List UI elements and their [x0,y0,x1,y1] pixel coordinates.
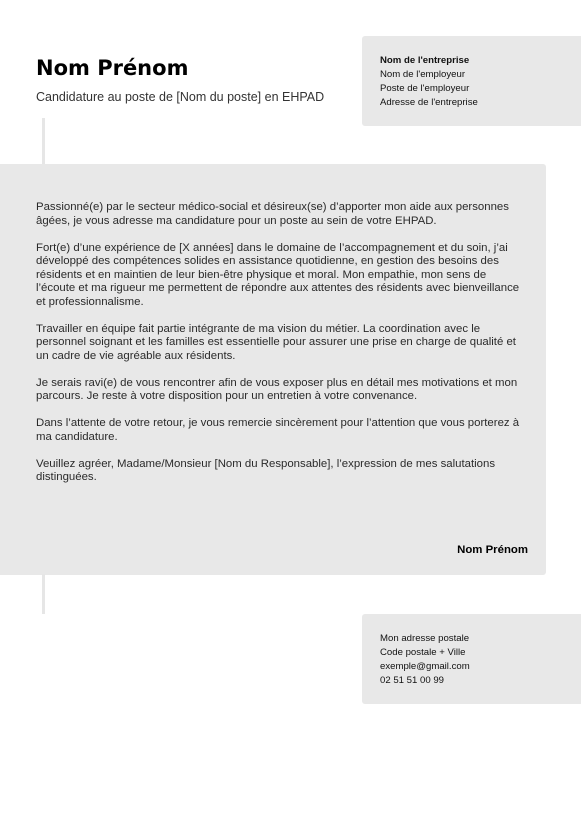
letter-paragraph-2: Fort(e) d’une expérience de [X années] dans le domaine de l’accompagnement et du soin, j’ai développé des compétences solides en assistance quotidienne, en gestion des besoins des résidents et en maintien de leur bien-être physique et moral. Mon empathie, mon sens de l’écoute et ma rigueur me permettent de répondre aux attentes des résidents avec bienveillance et professionnalisme. [36,241,520,308]
sender-address: Mon adresse postale [380,633,470,644]
letter-paragraph-1: Passionné(e) par le secteur médico-social et désireux(se) d’apporter mon aide aux personnes âgées, je vous adresse ma candidature pour un poste au sein de votre EHPAD. [36,201,509,227]
employer-name: Nom de l'employeur [380,69,466,80]
candidate-name: Nom Prénom [36,56,189,80]
employer-position: Poste de l'employeur [380,83,470,94]
letter-paragraph-6: Veuillez agréer, Madame/Monsieur [Nom du Responsable], l’expression de mes salutations distinguées. [36,457,496,483]
sender-postal-code: Code postale + Ville [380,647,466,658]
letter-paragraph-5: Dans l’attente de votre retour, je vous remercie sincèrement pour l’attention que vous porterez à ma candidature. [36,417,520,443]
decorative-line-top [42,118,45,164]
sender-phone: 02 51 51 00 99 [380,675,445,686]
decorative-line-bottom [42,574,45,614]
application-subtitle: Candidature au poste de [Nom du poste] en EHPAD [36,90,325,104]
company-name: Nom de l'entreprise [380,55,470,66]
letter-paragraph-4: Je serais ravi(e) de vous rencontrer afin de vous exposer plus en détail mes motivations et mon parcours. Je reste à votre disposition pour un entretien à votre convenance. [36,376,518,402]
letter-paragraph-3: Travailler en équipe fait partie intégrante de ma vision du métier. La coordination avec le personnel soignant et les familles est essentielle pour assurer une prise en charge de qualité et un cadre de vie agréable aux résidents. [36,322,516,362]
sender-block [362,614,581,704]
letter-signature: Nom Prénom [457,544,528,556]
recipient-block [362,36,581,126]
sender-email: exemple@gmail.com [380,661,470,672]
letter-body [0,164,546,575]
company-address: Adresse de l'entreprise [380,97,478,108]
